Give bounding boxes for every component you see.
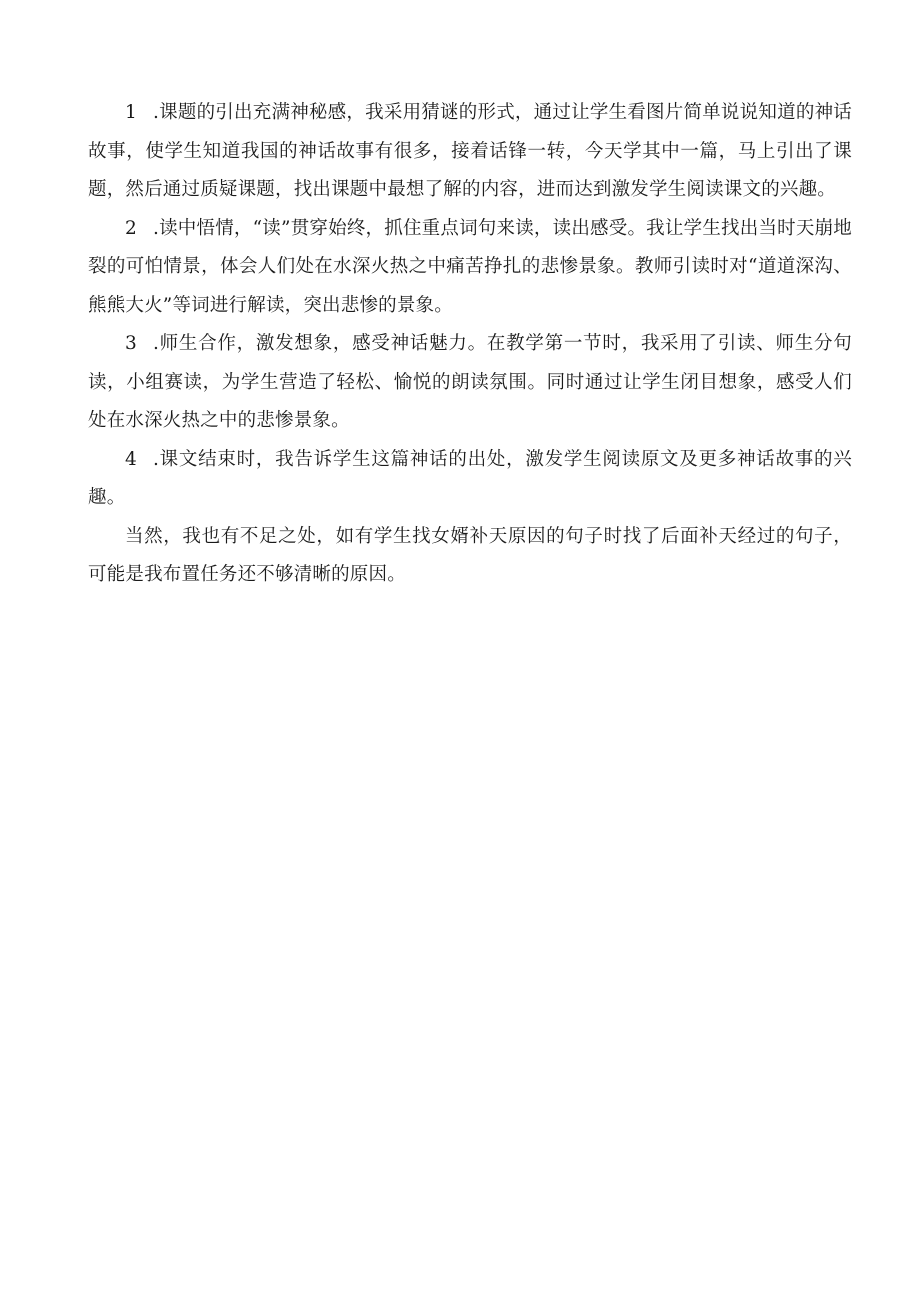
paragraph-text: .课文结束时，我告诉学生这篇神话的出处，激发学生阅读原文及更多神话故事的兴趣。 — [88, 448, 852, 508]
paragraph-4 — [88, 441, 852, 518]
paragraph-text: .师生合作，激发想象，感受神话魅力。在教学第一节时，我采用了引读、师生分句读，小组赛读，为学生营造了轻松、愉悦的朗读氛围。同时通过让学生闭目想象，感受人们处在水深火热之中的悲惨景象。 — [88, 333, 852, 431]
paragraph-text: .课题的引出充满神秘感，我采用猜谜的形式，通过让学生看图片简单说说知道的神话故事，使学生知道我国的神话故事有很多，接着话锋一转，今天学其中一篇，马上引出了课题，然后通过质疑课题，找出课题中最想了解的内容，进而达到激发学生阅读课文的兴趣。 — [88, 102, 852, 200]
paragraph-number: 1 — [125, 102, 137, 123]
paragraph-number: 2 — [125, 217, 137, 239]
document-body — [88, 94, 852, 595]
paragraph-text: .读中悟情，“读”贯穿始终，抓住重点词句来读，读出感受。我让学生找出当时天崩地裂的可怕情景，体会人们处在水深火热之中痛苦挣扎的悲惨景象。教师引读时对“道道深沟、熊熊大火”等词进行解读，突出悲惨的景象。 — [88, 217, 852, 316]
paragraph-number: 4 — [125, 448, 137, 470]
paragraph-text: 当然，我也有不足之处，如有学生找女婿补天原因的句子时找了后面补天经过的句子，可能是我布置任务还不够清晰的原因。 — [88, 525, 852, 585]
paragraph-3 — [88, 325, 852, 441]
paragraph-2 — [88, 210, 852, 326]
paragraph-conclusion — [88, 518, 852, 595]
paragraph-number: 3 — [125, 333, 137, 354]
paragraph-1 — [88, 94, 852, 210]
